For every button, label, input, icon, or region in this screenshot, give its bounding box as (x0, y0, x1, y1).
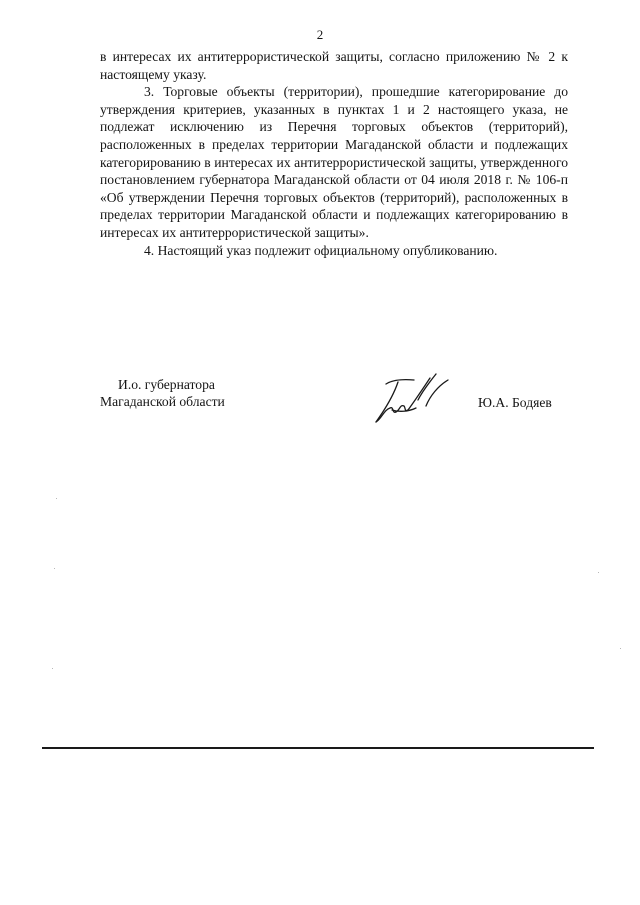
document-body (100, 48, 568, 259)
signatory-title-line2: Магаданской области (100, 393, 225, 409)
scan-speck (54, 568, 55, 569)
scan-speck (56, 498, 57, 499)
paragraph-4: 4. Настоящий указ подлежит официальному опубликованию. (144, 242, 498, 258)
paragraph-continuation: в интересах их антитеррористической защиты, согласно приложению № 2 к настоящему указу. (100, 49, 568, 82)
paragraph-3: 3. Торговые объекты (территории), прошедшие категорирование до утверждения критериев, указанных в пунктах 1 и 2 настоящего указа, не подлежат исключению из Перечня торговых объектов (территорий), расположенных в пределах территории Магаданской области и подлежащих категорированию в интересах их антитеррористической защиты, утвержденного постановлением губернатора Магаданской области от 04 июля 2018 г. № 106-п «Об утверждении Перечня торговых объектов (территорий), расположенных в пределах территории Магаданской области и подлежащих категорированию в интересах их антитеррористической защиты». (100, 84, 568, 240)
signatory-title (100, 377, 225, 410)
scan-speck (620, 648, 621, 649)
scan-speck (598, 572, 599, 573)
footer-divider (42, 747, 594, 749)
signatory-title-line1: И.о. губернатора (118, 377, 215, 392)
signatory-name: Ю.А. Бодяев (478, 395, 552, 410)
handwritten-signature (368, 370, 458, 430)
scan-speck (52, 668, 53, 669)
page-number: 2 (316, 27, 324, 42)
